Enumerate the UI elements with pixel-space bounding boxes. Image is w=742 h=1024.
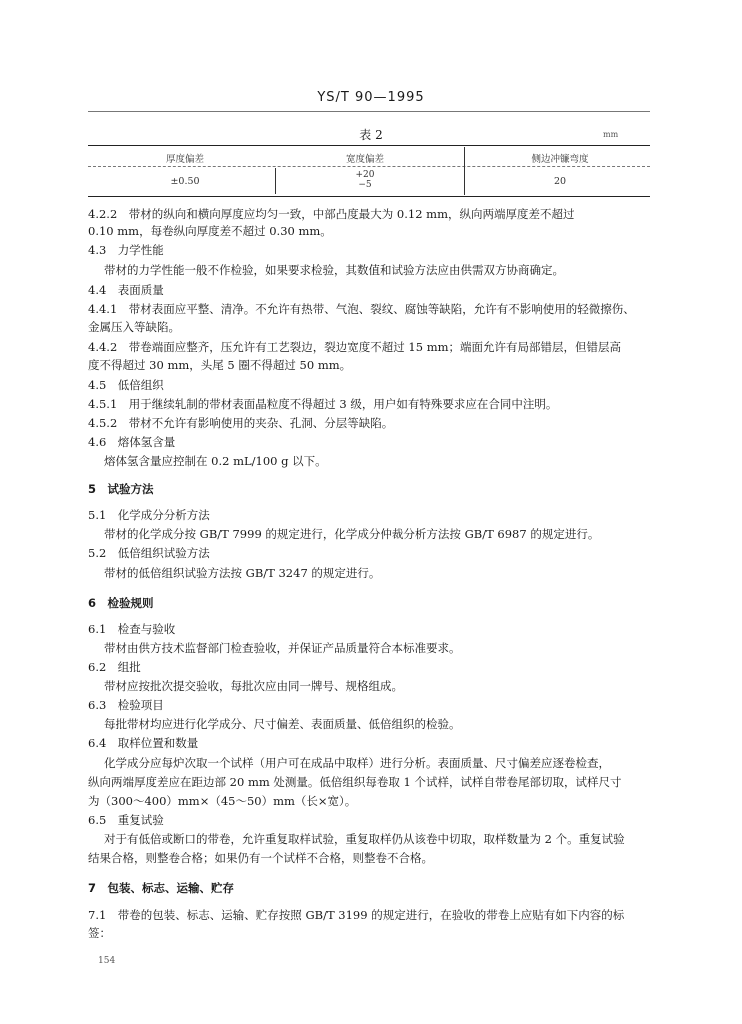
table-cell-width: +20 −5	[355, 170, 375, 190]
heading-6-5: 6.5 重复试验	[88, 813, 164, 827]
heading-4-3: 4.3 力学性能	[88, 243, 164, 257]
clause-4-2-2: 4.2.2 带材的纵向和横向厚度应均匀一致，中部凸度最大为 0.12 mm，纵向两端厚度差不超过	[88, 207, 575, 221]
section-5-title: 5 试验方法	[88, 482, 154, 496]
clause-4-4-1: 4.4.1 带材表面应平整、清净。不允许有热带、气泡、裂纹、腐蚀等缺陷，允许有不影响使用的轻微擦伤、	[88, 302, 635, 316]
clause-7-1-cont: 签：	[88, 926, 111, 940]
clause-5-1-text: 带材的化学成分按 GB/T 7999 的规定进行，化学成分仲裁分析方法按 GB/T 6987 的规定进行。	[104, 527, 600, 541]
page-number: 154	[98, 956, 116, 966]
table-top-rule	[88, 145, 650, 146]
clause-7-1: 7.1 带卷的包装、标志、运输、贮存按照 GB/T 3199 的规定进行，在验收的带卷上应贴有如下内容的标	[88, 908, 625, 922]
clause-4-6-text: 熔体氢含量应控制在 0.2 mL/100 g 以下。	[104, 454, 327, 468]
clause-4-4-1-cont: 金属压入等缺陷。	[88, 320, 180, 334]
clause-4-3-text: 带材的力学性能一般不作检验，如果要求检验，其数值和试验方法应由供需双方协商确定。	[104, 263, 564, 277]
heading-4-4: 4.4 表面质量	[88, 283, 164, 297]
clause-6-4-text: 化学成分应每炉次取一个试样（用户可在成品中取样）进行分析。表面质量、尺寸偏差应逐卷检查，	[104, 756, 610, 770]
table-header-rule	[88, 166, 650, 167]
heading-5-1: 5.1 化学成分分析方法	[88, 508, 210, 522]
clause-4-4-2: 4.4.2 带卷端面应整齐，压允许有工艺裂边，裂边宽度不超过 15 mm；端面允许有局部错层，但错层高	[88, 340, 622, 354]
clause-4-2-2-cont: 0.10 mm，每卷纵向厚度差不超过 0.30 mm。	[88, 224, 332, 238]
clause-4-5-2: 4.5.2 带材不允许有影响使用的夹杂、孔洞、分层等缺陷。	[88, 416, 394, 430]
table-cell-camber: 20	[553, 176, 567, 187]
table-header-camber: 侧边冲镰弯度	[531, 154, 589, 165]
clause-6-2-text: 带材应按批次提交验收，每批次应由同一牌号、规格组成。	[104, 679, 403, 693]
clause-5-2-text: 带材的低倍组织试验方法按 GB/T 3247 的规定进行。	[104, 566, 381, 580]
table-bottom-rule	[88, 196, 650, 197]
table-cell-thickness: ±0.50	[170, 176, 200, 187]
heading-6-2: 6.2 组批	[88, 660, 141, 674]
heading-4-6: 4.6 熔体氢含量	[88, 435, 176, 449]
clause-4-4-2-cont: 度不得超过 30 mm，头尾 5 圈不得超过 50 mm。	[88, 358, 352, 372]
heading-4-5: 4.5 低倍组织	[88, 378, 164, 392]
heading-5-2: 5.2 低倍组织试验方法	[88, 546, 210, 560]
table-unit: mm	[603, 130, 619, 139]
clause-6-3-text: 每批带材均应进行化学成分、尺寸偏差、表面质量、低倍组织的检验。	[104, 717, 461, 731]
heading-6-1: 6.1 检查与验收	[88, 622, 176, 636]
header-rule	[88, 111, 650, 112]
clause-6-1-text: 带材由供方技术监督部门检查验收，并保证产品质量符合本标准要求。	[104, 641, 461, 655]
clause-6-4-cont-2: 为（300～400）mm×（45～50）mm（长×宽）。	[88, 794, 357, 808]
table-title: 表 2	[359, 128, 383, 142]
section-7-title: 7 包装、标志、运输、贮存	[88, 881, 235, 895]
table-header-width: 宽度偏差	[345, 154, 384, 165]
clause-4-5-1: 4.5.1 用于继续轧制的带材表面晶粒度不得超过 3 级，用户如有特殊要求应在合同中注明。	[88, 397, 558, 411]
clause-6-5-text: 对于有低倍或断口的带卷，允许重复取样试验，重复取样仍从该卷中切取，取样数量为 2 个。重复试验	[104, 832, 625, 846]
table-col-separator-1	[275, 168, 276, 194]
heading-6-3: 6.3 检验项目	[88, 698, 164, 712]
section-6-title: 6 检验规则	[88, 596, 154, 610]
heading-6-4: 6.4 取样位置和数量	[88, 736, 199, 750]
page-header: YS/T 90—1995	[317, 90, 425, 105]
clause-6-5-cont: 结果合格，则整卷合格；如果仍有一个试样不合格，则整卷不合格。	[88, 851, 433, 865]
table-col-separator-2	[464, 147, 465, 195]
clause-6-4-cont-1: 纵向两端厚度差应在距边部 20 mm 处测量。低倍组织每卷取 1 个试样，试样自带卷尾部切取，试样尺寸	[88, 775, 622, 789]
table-header-thickness: 厚度偏差	[165, 154, 204, 165]
